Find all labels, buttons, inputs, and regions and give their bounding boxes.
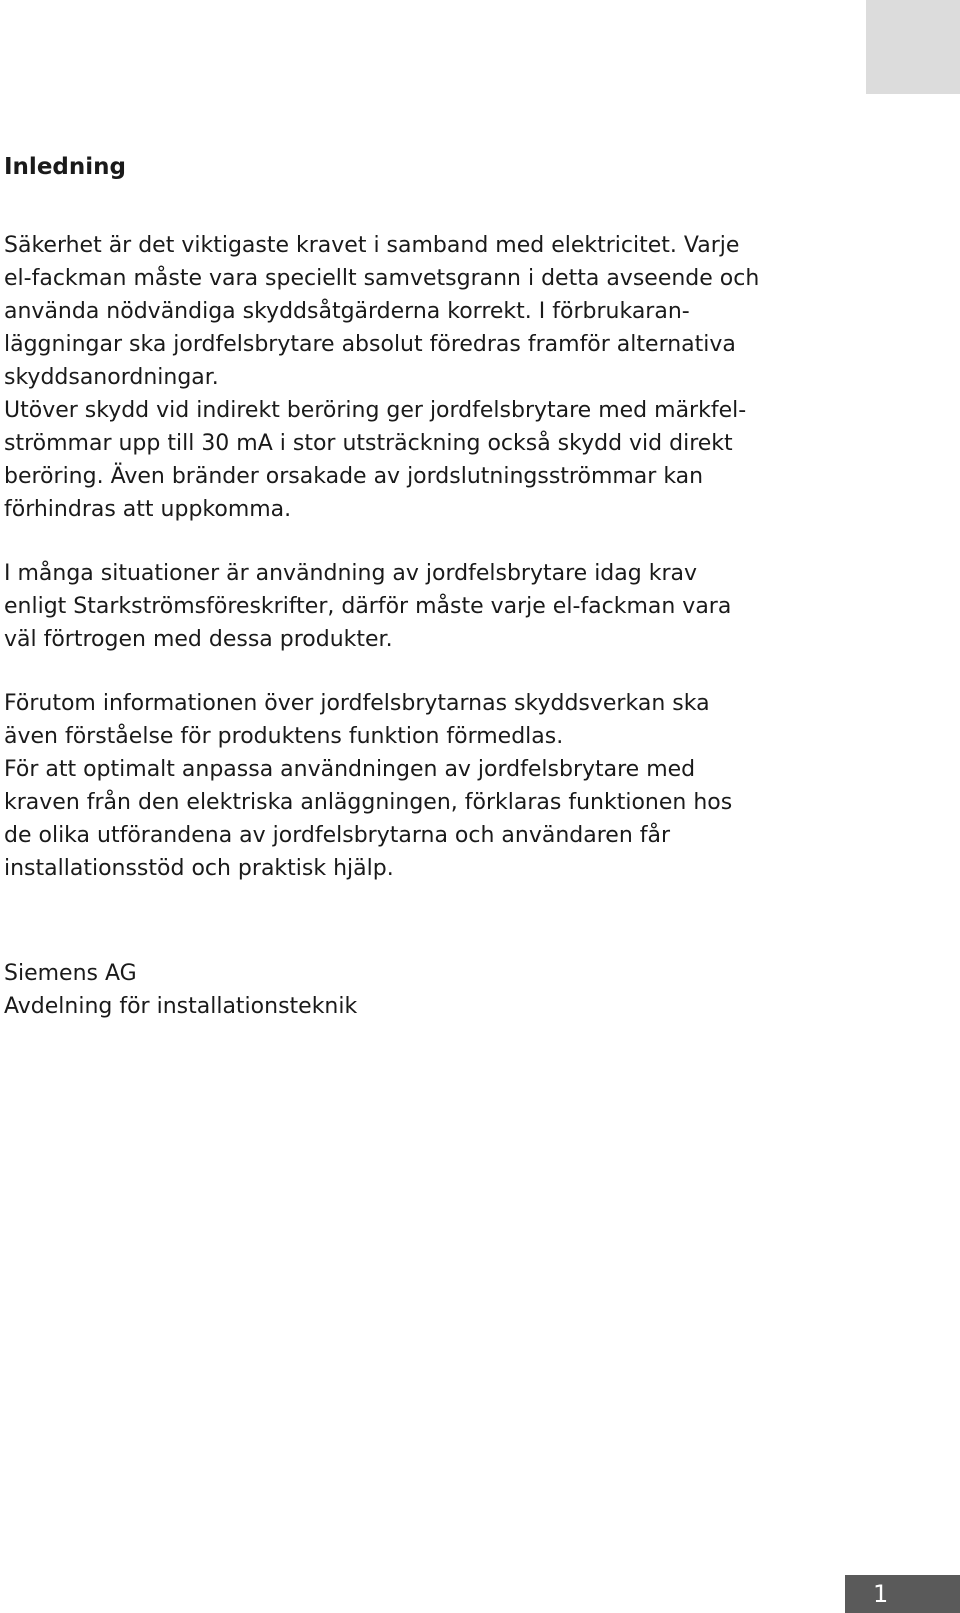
text-line: läggningar ska jordfelsbrytare absolut föredras framför alternativa [4,332,736,357]
text-line: el-fackman måste vara speciellt samvetsgrann i detta avseende och [4,266,760,291]
signature [4,957,357,1023]
page-number: 1 [873,1580,889,1608]
corner-tab [866,0,960,94]
text-line: beröring. Även bränder orsakade av jordslutningsströmmar kan [4,464,704,489]
paragraph-function [4,687,834,885]
text-line: Säkerhet är det viktigaste kravet i samband med elektricitet. Varje [4,233,740,258]
text-line: strömmar upp till 30 mA i stor utsträckning också skydd vid direkt [4,431,733,456]
text-line: Utöver skydd vid indirekt beröring ger jordfelsbrytare med märkfel- [4,398,747,423]
text-line: använda nödvändiga skyddsåtgärderna korrekt. I förbrukaran- [4,299,690,324]
page-heading: Inledning [4,154,126,180]
paragraph-intro [4,229,834,526]
signature-department: Avdelning för installationsteknik [4,994,358,1019]
page-number-box [845,1575,960,1613]
signature-company: Siemens AG [4,961,137,986]
text-line: väl förtrogen med dessa produkter. [4,627,393,652]
paragraph-gap [4,656,834,687]
paragraph-regulations [4,557,834,656]
text-line: I många situationer är användning av jordfelsbrytare idag krav [4,561,697,586]
text-line: För att optimalt anpassa användningen av jordfelsbrytare med [4,757,696,782]
text-line: kraven från den elektriska anläggningen, förklaras funktionen hos [4,790,733,815]
paragraph-gap [4,526,834,557]
text-line: installationsstöd och praktisk hjälp. [4,856,394,881]
body-text [4,229,834,885]
text-line: även förståelse för produktens funktion förmedlas. [4,724,564,749]
text-line: Förutom informationen över jordfelsbrytarnas skyddsverkan ska [4,691,710,716]
text-line: förhindras att uppkomma. [4,497,292,522]
text-line: enligt Starkströmsföreskrifter, därför måste varje el-fackman vara [4,594,732,619]
text-line: skyddsanordningar. [4,365,219,390]
text-line: de olika utförandena av jordfelsbrytarna och användaren får [4,823,671,848]
